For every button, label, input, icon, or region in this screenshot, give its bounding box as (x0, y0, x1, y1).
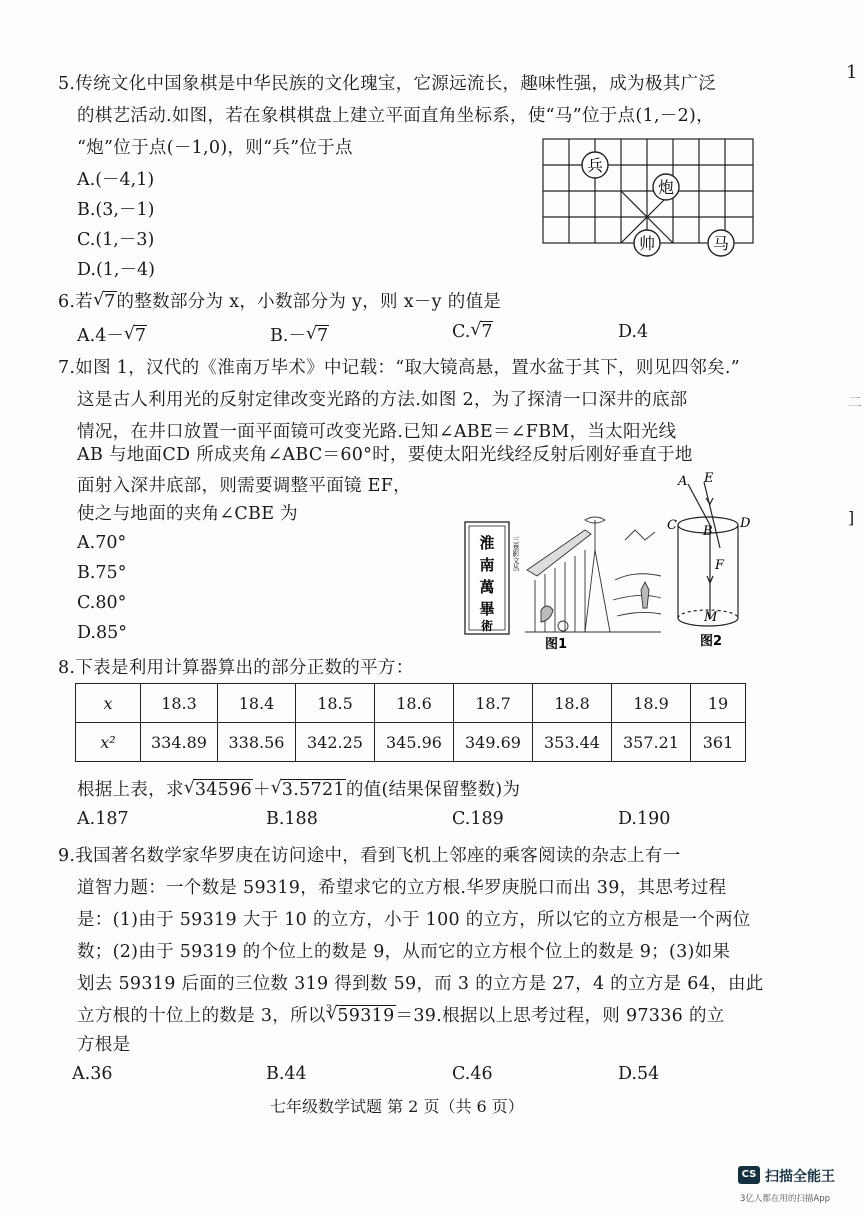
table-cell: 349.69 (454, 723, 533, 762)
table-row-x-squared (76, 723, 746, 762)
q5-option-b: B.(3,－1) (77, 200, 155, 220)
q7-line-6: 使之与地面的夹角∠CBE 为 (77, 504, 298, 524)
label-f: F (715, 558, 725, 573)
q9-line-1: 9.我国著名数学家华罗庚在访问途中，看到飞机上邻座的乘客阅读的杂志上有一 (58, 846, 681, 866)
q7-option-a: A.70° (77, 533, 127, 553)
figure-2-caption: 图2 (700, 634, 723, 649)
table-cell: 361 (691, 723, 746, 762)
margin-mark-right-2: ] (848, 508, 855, 527)
scanner-logo-name: 扫描全能王 (765, 1169, 835, 1185)
piece-pao (653, 174, 679, 200)
table-cell: 334.89 (141, 723, 218, 762)
q7-line-2: 这是古人利用光的反射定律改变光路的方法.如图 2，为了探清一口深井的底部 (77, 390, 688, 410)
q7-line-4: AB 与地面CD 所成夹角∠ABC＝60°时，要使太阳光线经反射后刚好垂直于地 (77, 445, 693, 465)
q8-option-d: D.190 (618, 809, 671, 829)
figure-1-illustration (445, 510, 667, 650)
q6-radical: √ 7 (93, 292, 116, 312)
table-cell: 357.21 (612, 723, 691, 762)
q9-line-6: 立方根的十位上的数是 3，所以$^3$√ 59319＝39.根据以上思考过程，则 97336 的立 (77, 1002, 725, 1027)
label-d: D (740, 516, 751, 531)
page-footer: 七年级数学试题 第 2 页（共 6 页） (270, 1097, 524, 1116)
table-cell: 18.5 (296, 684, 375, 723)
label-c: C (667, 518, 677, 533)
q8-question: 根据上表，求√ 34596＋√ 3.5721的值(结果保留整数)为 (77, 776, 520, 801)
book-char-3: 萬 (479, 578, 495, 596)
q9-option-a: A.36 (72, 1064, 113, 1084)
table-cell: 18.8 (533, 684, 612, 723)
q9-line-3: 是：(1)由于 59319 大于 10 的立方，小于 100 的立方，所以它的立方根是一个两位 (77, 910, 751, 930)
book-side-text: 三垂影文丛 (512, 536, 520, 571)
q8-option-c: C.189 (452, 809, 504, 829)
label-e: E (704, 471, 714, 486)
book-char-2: 南 (479, 556, 495, 574)
q9-option-b: B.44 (266, 1064, 307, 1084)
q6-option-c: C.√ 7 (452, 322, 493, 342)
landscape-drawing (525, 517, 661, 632)
q5-option-d: D.(1,－4) (77, 260, 155, 280)
q9-line-5: 划去 59319 后面的三位数 319 得到数 59，而 3 的立方是 27，4 的立方是 64，由此 (77, 974, 764, 994)
q5-line-2: 的棋艺活动.如图，若在象棋棋盘上建立平面直角坐标系，使“马”位于点(1,－2)， (77, 106, 714, 126)
chess-board-figure (540, 133, 765, 263)
table-header-x-squared: x² (76, 723, 141, 762)
table-cell: 18.9 (612, 684, 691, 723)
q6-option-b: B.－√ 7 (270, 322, 329, 347)
piece-ma (708, 230, 734, 256)
figure-1-caption: 图1 (545, 637, 568, 652)
table-header-x: x (76, 684, 141, 723)
table-cell: 19 (691, 684, 746, 723)
book-char-1: 淮 (479, 534, 495, 552)
svg-text:炮: 炮 (657, 178, 675, 197)
q8-intro: 8.下表是利用计算器算出的部分正数的平方： (58, 658, 414, 678)
table-cell: 18.6 (375, 684, 454, 723)
table-cell: 345.96 (375, 723, 454, 762)
q6-option-d: D.4 (618, 322, 649, 342)
q6-stem: 6.若√ 7的整数部分为 x，小数部分为 y，则 x－y 的值是 (58, 288, 501, 313)
table-cell: 353.44 (533, 723, 612, 762)
q5-option-c: C.(1,－3) (77, 230, 155, 250)
label-a: A (678, 474, 688, 489)
q8-option-b: B.188 (266, 809, 318, 829)
table-cell: 18.3 (141, 684, 218, 723)
q7-option-b: B.75° (77, 563, 127, 583)
svg-text:兵: 兵 (586, 156, 604, 175)
squares-table (75, 683, 746, 762)
q9-line-2: 道智力题：一个数是 59319，希望求它的立方根.华罗庚脱口而出 39，其思考过程 (77, 878, 727, 898)
table-cell: 338.56 (218, 723, 296, 762)
piece-bing (582, 152, 608, 178)
q8-option-a: A.187 (77, 809, 129, 829)
scanner-logo-subtitle: 3亿人都在用的扫描App (740, 1194, 831, 1204)
table-cell: 18.4 (218, 684, 296, 723)
table-row-x (76, 684, 746, 723)
q7-line-3: 情况，在井口放置一面平面镜可改变光路.已知∠ABE＝∠FBM，当太阳光线 (77, 422, 677, 442)
q9-option-c: C.46 (452, 1064, 493, 1084)
table-cell: 18.7 (454, 684, 533, 723)
q7-line-5: 面射入深井底部，则需要调整平面镜 EF， (77, 476, 411, 496)
svg-text:帅: 帅 (638, 234, 656, 253)
margin-mark-top-right: 1 (846, 62, 858, 83)
table-cell: 342.25 (296, 723, 375, 762)
scanner-logo-icon: CS (738, 1166, 760, 1184)
book-char-4: 畢 (479, 600, 495, 618)
q6-option-a: A.4－√ 7 (77, 322, 147, 347)
label-b: B (703, 524, 713, 539)
piece-shuai (634, 230, 660, 256)
q9-line-4: 数；(2)由于 59319 的个位上的数是 9，从而它的立方根个位上的数是 9；(3)如果 (77, 942, 731, 962)
q9-option-d: D.54 (618, 1064, 660, 1084)
figure-2-well-diagram (668, 468, 768, 650)
label-m: M (704, 610, 718, 625)
q9-line-7: 方根是 (77, 1035, 131, 1055)
q7-option-d: D.85° (77, 623, 127, 643)
q5-line-1: 5.传统文化中国象棋是中华民族的文化瑰宝，它源远流长，趣味性强，成为极其广泛 (58, 74, 717, 94)
margin-mark-right-1: 二 (848, 395, 862, 411)
q5-option-a: A.(－4,1) (77, 170, 155, 190)
svg-text:马: 马 (712, 234, 730, 253)
book-char-5: 術 (480, 619, 494, 633)
q7-line-1: 7.如图 1，汉代的《淮南万毕术》中记载：“取大镜高悬，置水盆于其下，则见四邻矣.” (58, 358, 740, 378)
q7-option-c: C.80° (77, 593, 127, 613)
q5-line-3: “炮”位于点(－1,0)，则“兵”位于点 (77, 138, 353, 158)
